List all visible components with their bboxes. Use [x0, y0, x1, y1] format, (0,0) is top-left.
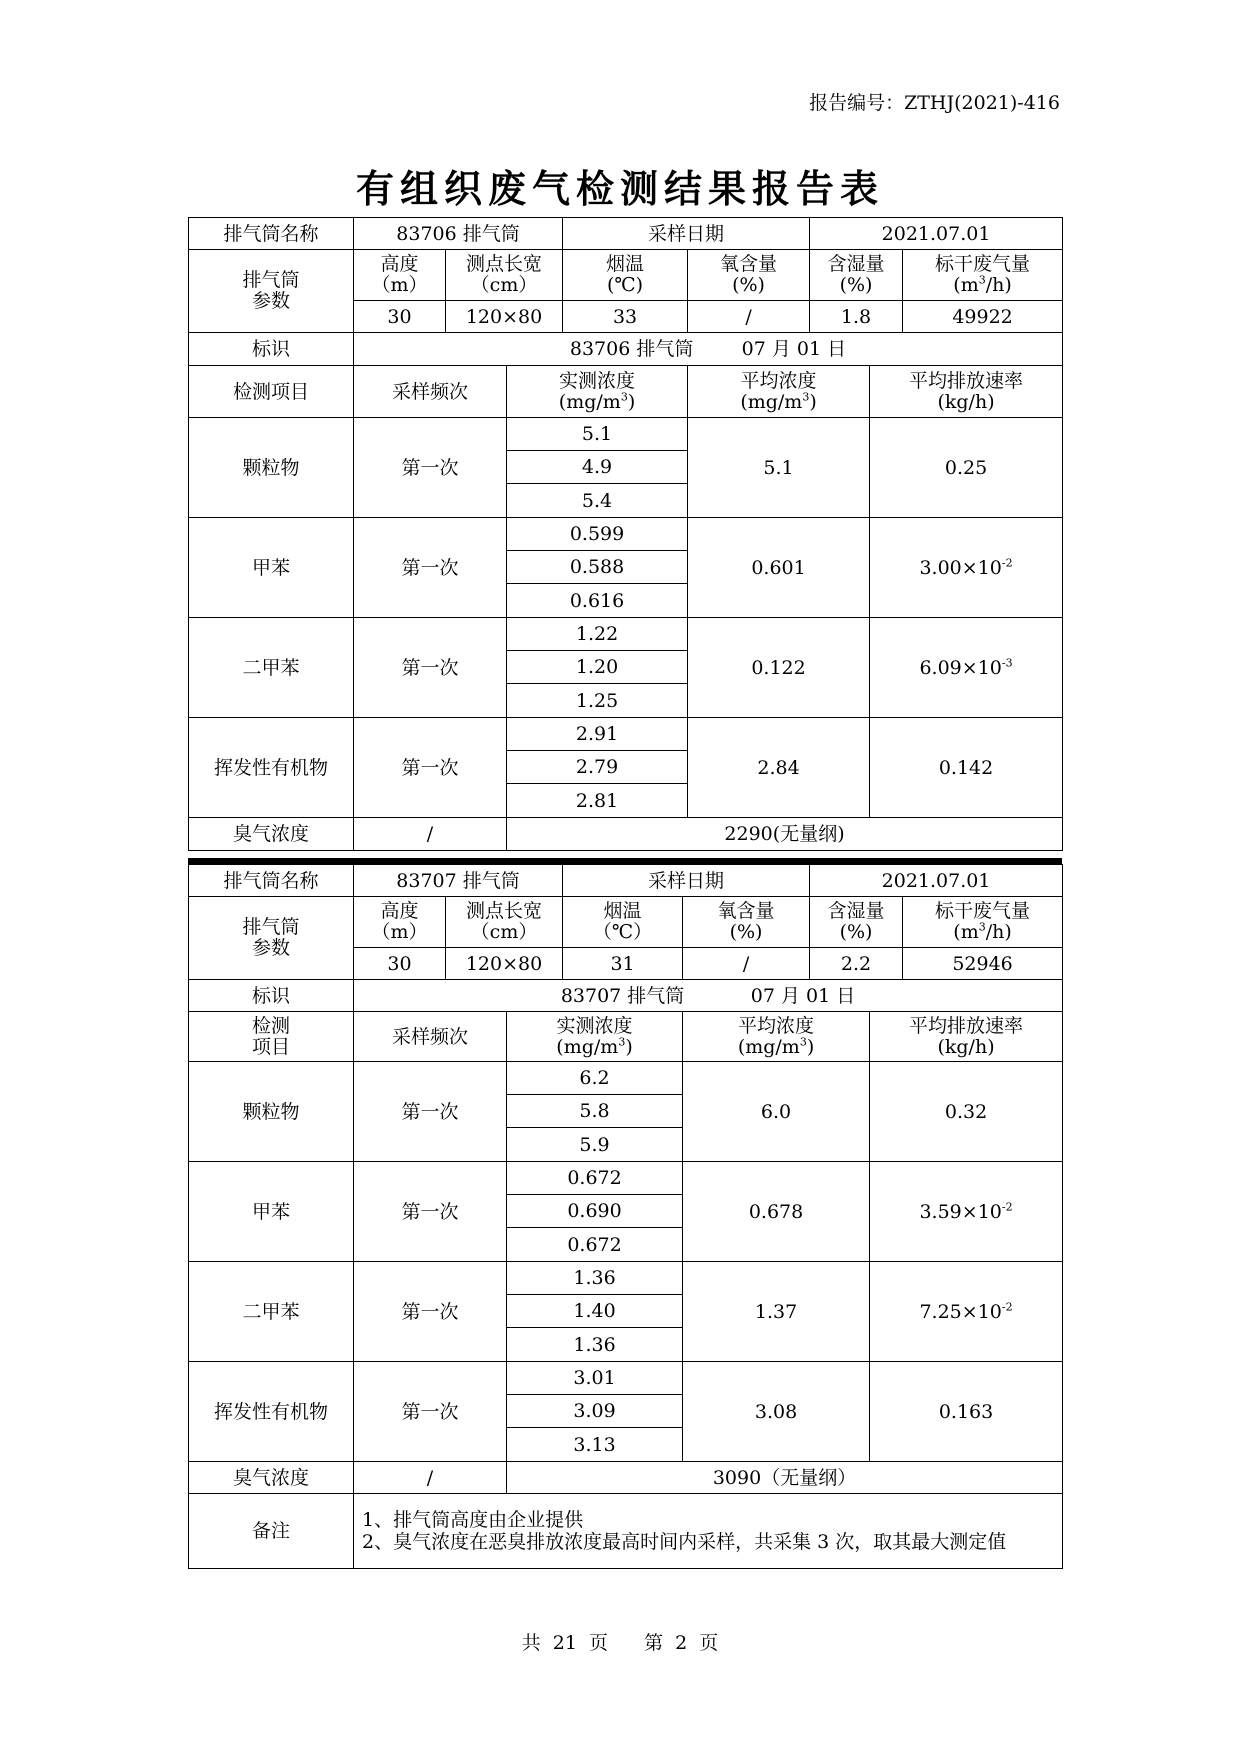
measured-value: 1.40 [507, 1295, 683, 1328]
item-freq: 第一次 [354, 418, 507, 518]
avg-conc-header: 平均浓度 $(mg/m^3)$ [688, 366, 870, 418]
item-name: 甲苯 [189, 1162, 354, 1262]
avg-value: 6.0 [683, 1062, 870, 1162]
page-footer: 共 21 页 第 2 页 [521, 1632, 719, 1654]
remark-line: 2、臭气浓度在恶臭排放浓度最高时间内采样，共采集 3 次，取其最大测定值 [362, 1531, 1007, 1553]
measured-value: 1.25 [507, 684, 688, 718]
stack-name-label: 排气筒名称 [189, 865, 354, 897]
stack-params-label: 排气筒 参数 [189, 250, 354, 333]
item-name: 甲苯 [189, 518, 354, 618]
item-freq: 第一次 [354, 1162, 507, 1262]
stack-name-value: 83706 排气筒 [354, 218, 563, 250]
stack-table-1 [188, 217, 1063, 851]
dry-flow-header: 标干废气量 $(m^3/h)$ [903, 897, 1063, 948]
odor-label: 臭气浓度 [189, 1462, 354, 1494]
test-item-header: 检测 项目 [189, 1012, 354, 1062]
odor-freq: / [354, 818, 507, 851]
moisture-value: 1.8 [810, 301, 903, 333]
item-freq: 第一次 [354, 518, 507, 618]
page-title: 有组织废气检测结果报告表 [355, 166, 884, 211]
stack-name-label: 排气筒名称 [189, 218, 354, 250]
marker-label: 标识 [189, 333, 354, 366]
avg-conc-header: 平均浓度 $(mg/m^3)$ [683, 1012, 870, 1062]
flue-temp-header: 烟温 (℃) [563, 250, 688, 301]
point-size-value: 120×80 [446, 301, 563, 333]
rate-value: 0.25 [870, 418, 1063, 518]
avg-value: 0.601 [688, 518, 870, 618]
measured-value: 6.2 [507, 1062, 683, 1095]
rate-value: $6.09\times 10^{-3}$ [870, 618, 1063, 718]
measured-value: 5.4 [507, 484, 688, 518]
point-size-value: 120×80 [446, 948, 563, 980]
measured-value: 3.01 [507, 1362, 683, 1395]
avg-value: 0.678 [683, 1162, 870, 1262]
sampling-date-value: 2021.07.01 [810, 865, 1063, 897]
height-value: 30 [354, 948, 446, 980]
test-item-header: 检测项目 [189, 366, 354, 418]
measured-value: 0.616 [507, 584, 688, 618]
stack-params-label: 排气筒 参数 [189, 897, 354, 980]
oxygen-header: 氧含量 (%) [683, 897, 810, 948]
odor-label: 臭气浓度 [189, 818, 354, 851]
measured-value: 1.22 [507, 618, 688, 651]
remarks-label: 备注 [189, 1494, 354, 1569]
item-freq: 第一次 [354, 1362, 507, 1462]
measured-value: 0.588 [507, 551, 688, 584]
measured-value: 4.9 [507, 451, 688, 484]
measured-value: 0.672 [507, 1162, 683, 1195]
avg-rate-header: 平均排放速率 (kg/h) [870, 366, 1063, 418]
dry-flow-value: 49922 [903, 301, 1063, 333]
point-size-header: 测点长宽 （cm） [446, 250, 563, 301]
item-freq: 第一次 [354, 1062, 507, 1162]
measured-value: 3.13 [507, 1428, 683, 1462]
measured-value: 0.672 [507, 1228, 683, 1262]
item-name: 挥发性有机物 [189, 718, 354, 818]
avg-value: 1.37 [683, 1262, 870, 1362]
item-name: 颗粒物 [189, 418, 354, 518]
moisture-header: 含湿量 (%) [810, 897, 903, 948]
rate-value: 0.163 [870, 1362, 1063, 1462]
rate-value: $3.00\times 10^{-2}$ [870, 518, 1063, 618]
height-header: 高度 （m） [354, 250, 446, 301]
odor-freq: / [354, 1462, 507, 1494]
moisture-header: 含湿量 (%) [810, 250, 903, 301]
rate-value: 0.142 [870, 718, 1063, 818]
odor-value: 3090（无量纲） [507, 1462, 1063, 1494]
dry-flow-header: 标干废气量 $(m^3/h)$ [903, 250, 1063, 301]
height-header: 高度 （m） [354, 897, 446, 948]
measured-conc-header: 实测浓度 $(mg/m^3)$ [507, 366, 688, 418]
measured-value: 0.690 [507, 1195, 683, 1228]
avg-rate-header: 平均排放速率 (kg/h) [870, 1012, 1063, 1062]
item-freq: 第一次 [354, 1262, 507, 1362]
freq-header: 采样频次 [354, 366, 507, 418]
measured-value: 2.81 [507, 784, 688, 818]
measured-value: 5.1 [507, 418, 688, 451]
remark-line: 1、排气筒高度由企业提供 [362, 1509, 584, 1531]
sampling-date-label: 采样日期 [563, 218, 810, 250]
avg-value: 2.84 [688, 718, 870, 818]
report-number: 报告编号：ZTHJ(2021)-416 [809, 92, 1060, 114]
avg-value: 3.08 [683, 1362, 870, 1462]
flue-temp-value: 31 [563, 948, 683, 980]
avg-value: 5.1 [688, 418, 870, 518]
stack-table-2 [188, 864, 1063, 1569]
item-name: 挥发性有机物 [189, 1362, 354, 1462]
stack-name-value: 83707 排气筒 [354, 865, 563, 897]
measured-value: 1.20 [507, 651, 688, 684]
odor-value: 2290(无量纲) [507, 818, 1063, 851]
moisture-value: 2.2 [810, 948, 903, 980]
measured-conc-header: 实测浓度 $(mg/m^3)$ [507, 1012, 683, 1062]
item-freq: 第一次 [354, 718, 507, 818]
rate-value: $3.59\times 10^{-2}$ [870, 1162, 1063, 1262]
point-size-header: 测点长宽 （cm） [446, 897, 563, 948]
item-name: 二甲苯 [189, 1262, 354, 1362]
measured-value: 3.09 [507, 1395, 683, 1428]
measured-value: 0.599 [507, 518, 688, 551]
rate-value: $7.25\times 10^{-2}$ [870, 1262, 1063, 1362]
oxygen-value: / [688, 301, 810, 333]
oxygen-header: 氧含量 (%) [688, 250, 810, 301]
flue-temp-header: 烟温 （℃） [563, 897, 683, 948]
item-freq: 第一次 [354, 618, 507, 718]
measured-value: 1.36 [507, 1328, 683, 1362]
item-name: 颗粒物 [189, 1062, 354, 1162]
measured-value: 2.91 [507, 718, 688, 751]
item-name: 二甲苯 [189, 618, 354, 718]
avg-value: 0.122 [688, 618, 870, 718]
flue-temp-value: 33 [563, 301, 688, 333]
height-value: 30 [354, 301, 446, 333]
oxygen-value: / [683, 948, 810, 980]
dry-flow-value: 52946 [903, 948, 1063, 980]
freq-header: 采样频次 [354, 1012, 507, 1062]
measured-value: 2.79 [507, 751, 688, 784]
measured-value: 5.8 [507, 1095, 683, 1128]
remarks-text [354, 1494, 1063, 1569]
rate-value: 0.32 [870, 1062, 1063, 1162]
sampling-date-label: 采样日期 [563, 865, 810, 897]
marker-label: 标识 [189, 980, 354, 1012]
marker-value: 83707 排气筒 07 月 01 日 [354, 980, 1063, 1012]
measured-value: 5.9 [507, 1128, 683, 1162]
measured-value: 1.36 [507, 1262, 683, 1295]
marker-value: 83706 排气筒 07 月 01 日 [354, 333, 1063, 366]
sampling-date-value: 2021.07.01 [810, 218, 1063, 250]
